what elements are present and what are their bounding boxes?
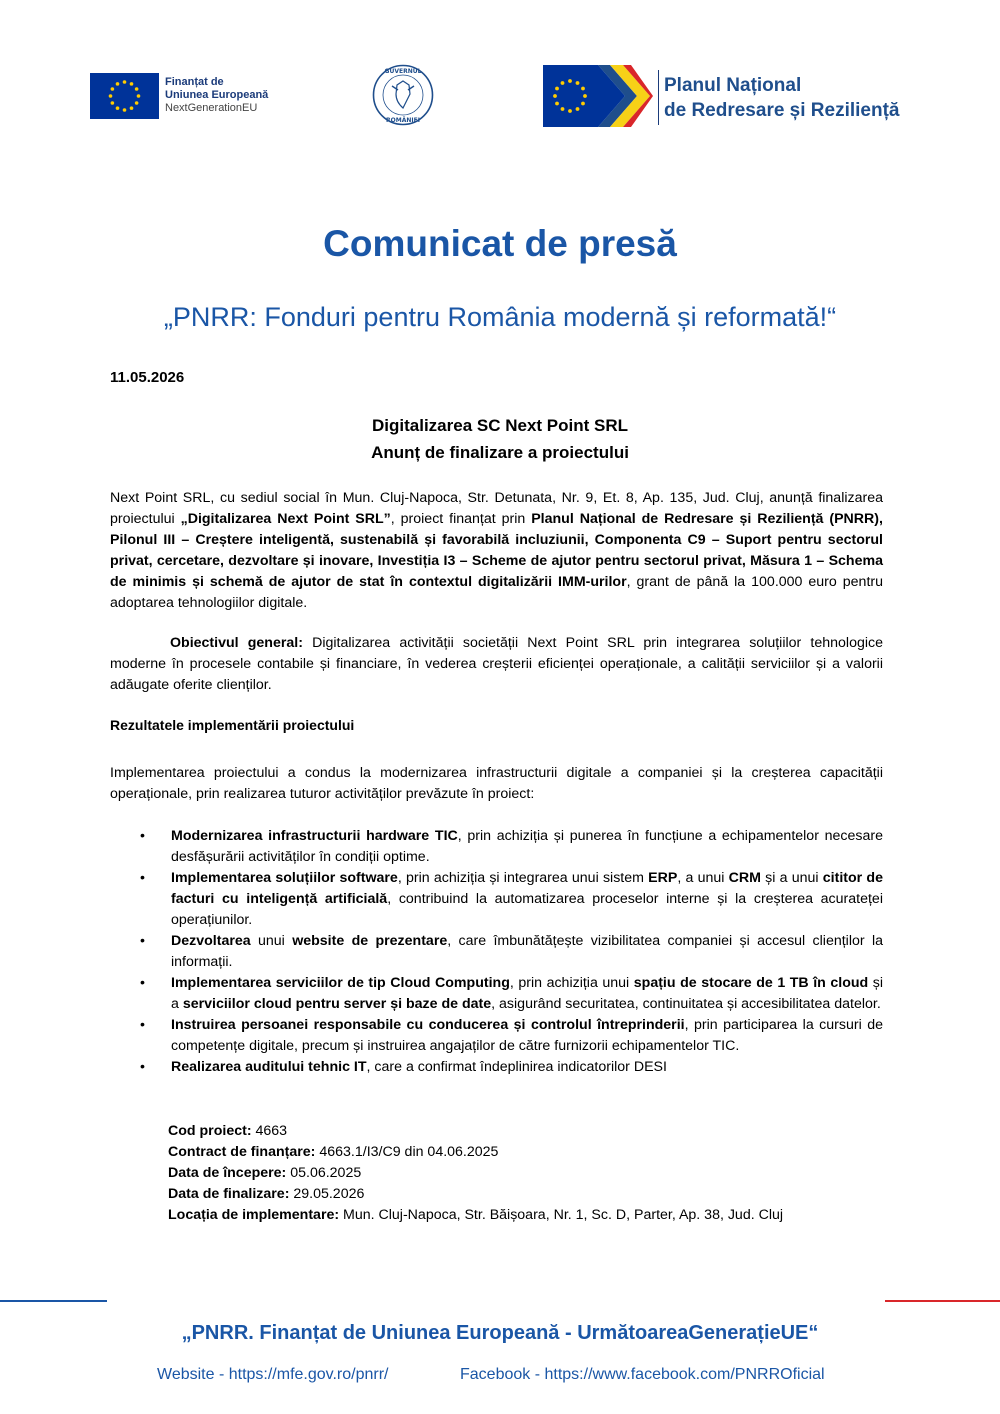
intro-text-2: , proiect finanțat prin bbox=[390, 511, 532, 527]
list-item-text: , prin achiziția unui bbox=[509, 975, 634, 991]
eu-line-3: NextGenerationEU bbox=[165, 102, 258, 114]
eu-funding-label bbox=[165, 76, 268, 115]
romanian-government-seal-icon bbox=[372, 64, 434, 126]
project-title bbox=[0, 412, 1000, 466]
eu-star-icon bbox=[111, 101, 115, 105]
footer-slogan: „PNRR. Finanțat de Uniunea Europeană - UrmătoareaGenerațieUE“ bbox=[181, 1322, 819, 1344]
objective-label: Obiectivul general: bbox=[170, 635, 303, 651]
eu-star-icon bbox=[576, 81, 580, 85]
eu-star-icon bbox=[116, 82, 120, 86]
list-item-bold: website de prezentare bbox=[292, 933, 448, 949]
list-item-bold: Modernizarea infrastructurii hardware TIC bbox=[171, 828, 458, 844]
info-contract bbox=[168, 1142, 783, 1163]
list-item-text: , prin participarea la cursuri de competențe digitale, precum și instruirea angajaților de către furnizorii echipamentelor TIC. bbox=[171, 1017, 883, 1054]
eu-star-icon bbox=[583, 94, 587, 98]
results-paragraph: Implementarea proiectului a condus la modernizarea infrastructurii digitale a companiei și la creșterea capacității operaționale, prin realizarea tuturor activităților prevăzute în proiect: bbox=[110, 765, 883, 802]
pnrr-logo-icon bbox=[543, 65, 653, 127]
bullet-icon: • bbox=[140, 975, 145, 991]
bullet-icon: • bbox=[140, 1059, 145, 1075]
eu-star-icon bbox=[553, 94, 557, 98]
eu-star-icon bbox=[137, 94, 141, 98]
eu-star-icon bbox=[576, 107, 580, 111]
list-item-bold: CRM bbox=[728, 870, 761, 886]
list-item bbox=[110, 868, 883, 931]
bullet-icon: • bbox=[140, 828, 145, 844]
eu-line-1: Finanțat de bbox=[165, 76, 224, 88]
list-item-text: , asigurând securitatea, continuitatea și accesibilitatea datelor. bbox=[491, 996, 881, 1012]
eu-star-icon bbox=[581, 102, 585, 106]
eu-star-icon bbox=[568, 79, 572, 83]
objective-paragraph bbox=[110, 633, 883, 696]
eu-star-icon bbox=[561, 81, 565, 85]
info-label: Locația de implementare: bbox=[168, 1207, 340, 1223]
seal-text-bottom: ROMÂNIEI bbox=[386, 117, 420, 124]
list-item-text: , contribuind la automatizarea proceselor interne și la creșterea acurateței operațiunilor. bbox=[171, 891, 883, 928]
results-heading: Rezultatele implementării proiectului bbox=[110, 717, 355, 733]
project-title-line-2: Anunț de finalizare a proiectului bbox=[371, 443, 629, 462]
info-label: Cod proiect: bbox=[168, 1123, 252, 1139]
page-subtitle: „PNRR: Fonduri pentru România modernă și reformată!“ bbox=[163, 302, 837, 332]
eu-star-icon bbox=[130, 106, 134, 110]
list-item-bold: cititor de facturi cu inteligență artificială bbox=[171, 870, 883, 907]
project-info bbox=[168, 1121, 783, 1226]
eu-star-icon bbox=[130, 82, 134, 86]
eu-star-icon bbox=[123, 80, 127, 84]
seal-text-top: GUVERNUL bbox=[384, 68, 422, 75]
eu-star-icon bbox=[581, 87, 585, 91]
info-cod bbox=[168, 1121, 783, 1142]
info-label: Contract de finanțare: bbox=[168, 1144, 316, 1160]
list-item-bold: Implementarea soluțiilor software bbox=[171, 870, 398, 886]
bullet-icon: • bbox=[140, 870, 145, 886]
intro-program: Planul Național de Redresare și Reziliență (PNRR), Pilonul III – Creștere inteligentă, sustenabilă și favorabilă incluziunii, Componenta C9 – Suport pentru sectorul privat, cercetare, dezvoltare și inovare, Investiția I3 – Scheme de ajutor pentru sectorul privat, Măsura 1 – Schema de minimis și schemă de ajutor de stat în contextul digitalizării IMM-urilor bbox=[110, 511, 883, 590]
list-item-text: , prin achiziția și integrarea unui sistem bbox=[397, 870, 649, 886]
eu-star-icon bbox=[135, 101, 139, 105]
intro-text-3: , grant de până la 100.000 euro pentru adoptarea tehnologiilor digitale. bbox=[110, 574, 883, 611]
eu-star-icon bbox=[555, 87, 559, 91]
intro-paragraph bbox=[110, 488, 883, 614]
info-location bbox=[168, 1205, 783, 1226]
bullet-icon: • bbox=[140, 933, 145, 949]
list-item bbox=[110, 826, 883, 868]
footer-rule-red bbox=[885, 1300, 1000, 1302]
list-item-bold: Realizarea auditului tehnic IT bbox=[171, 1059, 367, 1075]
list-item-text: , a unui bbox=[677, 870, 729, 886]
list-item bbox=[110, 1057, 883, 1078]
info-label: Data de începere: bbox=[168, 1165, 287, 1181]
project-title-line-1: Digitalizarea SC Next Point SRL bbox=[372, 416, 628, 435]
eu-star-icon bbox=[135, 87, 139, 91]
info-value: 4663 bbox=[251, 1123, 288, 1139]
list-item bbox=[110, 1015, 883, 1057]
list-item bbox=[110, 931, 883, 973]
info-value: 4663.1/I3/C9 din 04.06.2025 bbox=[315, 1144, 499, 1160]
results-list bbox=[110, 826, 883, 1078]
info-label: Data de finalizare: bbox=[168, 1186, 290, 1202]
eu-star-icon bbox=[111, 87, 115, 91]
eu-star-icon bbox=[561, 107, 565, 111]
list-item bbox=[110, 973, 883, 1015]
list-item-text: unui bbox=[250, 933, 293, 949]
website-link[interactable]: Website - https://mfe.gov.ro/pnrr/ bbox=[157, 1366, 389, 1383]
eu-star-icon bbox=[568, 109, 572, 113]
info-value: 05.06.2025 bbox=[286, 1165, 362, 1181]
info-value: 29.05.2026 bbox=[289, 1186, 365, 1202]
footer-rule-blue bbox=[0, 1300, 107, 1302]
pnrr-line-1: Planul Național bbox=[664, 75, 802, 96]
eu-star-icon bbox=[123, 108, 127, 112]
info-start bbox=[168, 1163, 783, 1184]
list-item-bold: ERP bbox=[648, 870, 678, 886]
page-title: Comunicat de presă bbox=[323, 223, 677, 264]
pnrr-label bbox=[664, 73, 900, 123]
info-value: Mun. Cluj-Napoca, Str. Băișoara, Nr. 1, Sc. D, Parter, Ap. 38, Jud. Cluj bbox=[339, 1207, 784, 1223]
list-item-text: , care a confirmat îndeplinirea indicatorilor DESI bbox=[366, 1059, 667, 1075]
list-item-bold: spațiu de stocare de 1 TB în cloud bbox=[633, 975, 869, 991]
eu-line-2: Uniunea Europeană bbox=[165, 89, 269, 101]
intro-text-1: Next Point SRL, cu sediul social în Mun. Cluj-Napoca, Str. Detunata, Nr. 9, Et. 8, Ap. 135, Jud. Cluj, anunță finalizarea proiectului bbox=[110, 490, 883, 527]
release-date: 11.05.2026 bbox=[110, 369, 185, 386]
list-item-bold: serviciilor cloud pentru server și baze de date bbox=[182, 996, 492, 1012]
objective-text: Digitalizarea activității societății Next Point SRL prin integrarea soluțiilor tehnologice moderne în procesele contabile și financiare, în vederea creșterii eficienței operaționale, a calității serviciilor și a valorii adăugate oferite clienților. bbox=[110, 635, 883, 693]
eu-star-icon bbox=[116, 106, 120, 110]
info-end bbox=[168, 1184, 783, 1205]
bullet-icon: • bbox=[140, 1017, 145, 1033]
eu-star-icon bbox=[555, 102, 559, 106]
list-item-bold: Dezvoltarea bbox=[171, 933, 251, 949]
list-item-text: , prin achiziția și punerea în funcțiune a echipamentelor necesare desfășurării activităților în condiții optime. bbox=[171, 828, 883, 865]
list-item-text: și a unui bbox=[760, 870, 823, 886]
pnrr-line-2: de Redresare și Reziliență bbox=[664, 100, 900, 121]
list-item-bold: Instruirea persoanei responsabile cu conducerea și controlul întreprinderii bbox=[171, 1017, 685, 1033]
list-item-text: și a bbox=[171, 975, 884, 1012]
pnrr-divider bbox=[658, 70, 659, 125]
list-item-bold: Implementarea serviciilor de tip Cloud Computing bbox=[171, 975, 510, 991]
list-item-text: , care îmbunătățește vizibilitatea companiei și accesul clienților la informații. bbox=[171, 933, 883, 970]
facebook-link[interactable]: Facebook - https://www.facebook.com/PNRROficial bbox=[460, 1366, 825, 1383]
intro-project-name: „Digitalizarea Next Point SRL” bbox=[180, 511, 391, 527]
eu-star-icon bbox=[109, 94, 113, 98]
eu-flag-icon bbox=[90, 73, 159, 119]
